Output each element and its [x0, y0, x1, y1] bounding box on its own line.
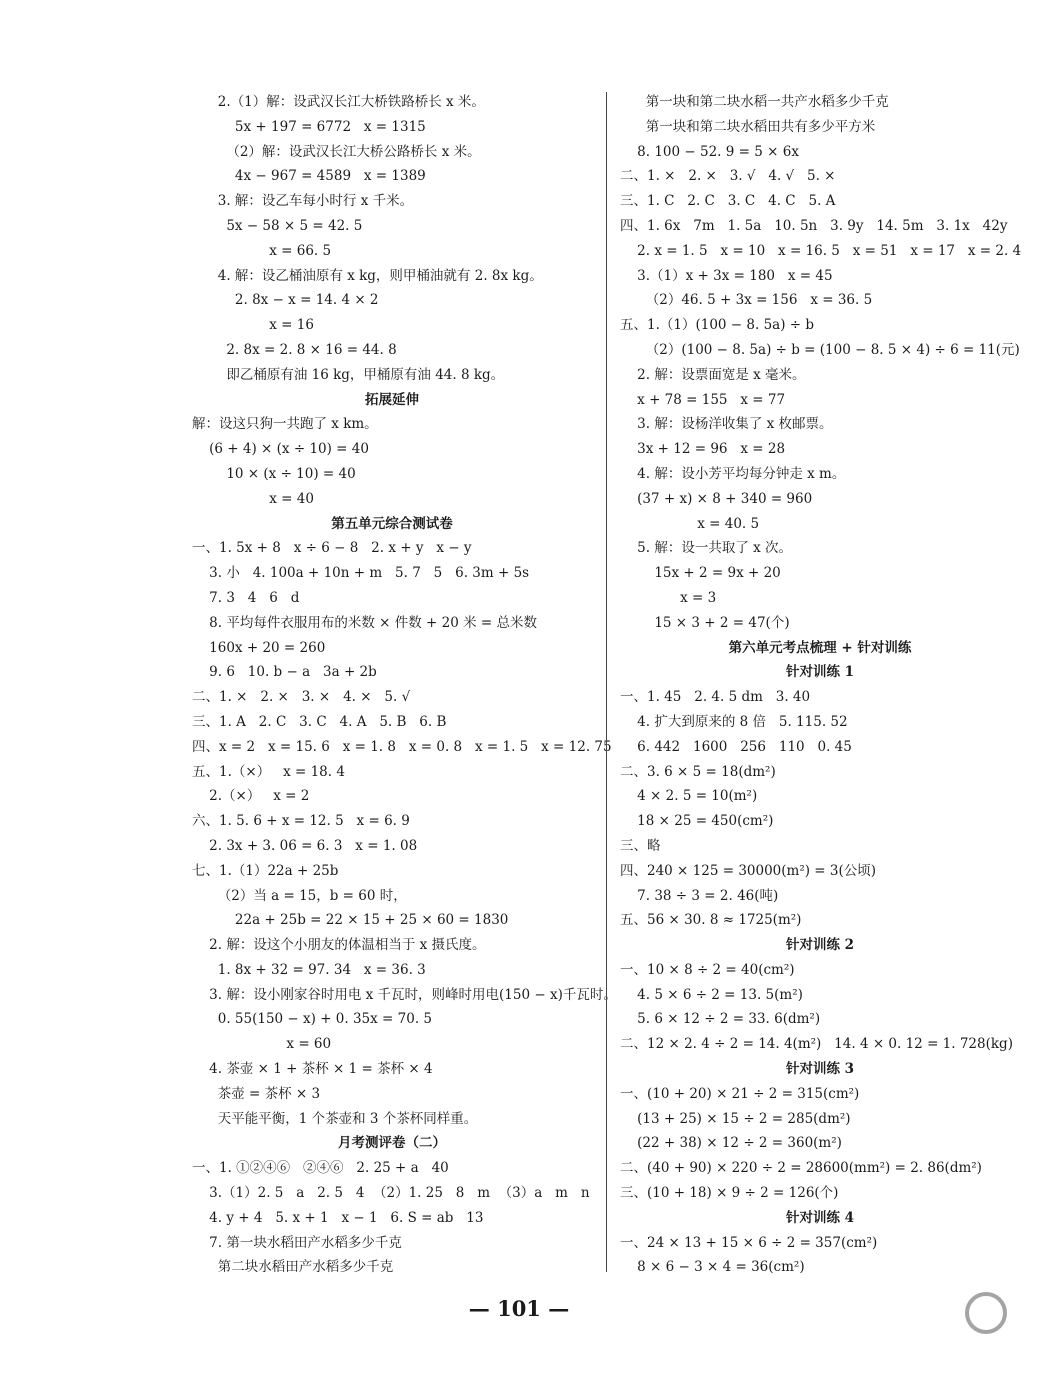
right-answer-line: 3. 解：设杨洋收集了 x 枚邮票。	[620, 416, 833, 433]
right-column	[620, 90, 1020, 1280]
left-section-heading: 拓展延伸	[365, 391, 419, 408]
left-answer-line: x = 40	[192, 490, 314, 507]
left-answer-line: x = 60	[192, 1036, 332, 1053]
left-answer-line: 3. 小 4. 100a + 10n + m 5. 7 5 6. 3m + 5s	[192, 565, 530, 582]
right-answer-line: 15 × 3 + 2 = 47(个)	[620, 614, 790, 631]
left-answer-line: 5x − 58 × 5 = 42. 5	[192, 217, 363, 234]
left-answer-line: 160x + 20 = 260	[192, 639, 326, 656]
right-answer-line: 4 × 2. 5 = 10(m²)	[620, 788, 758, 805]
watermark-circle-icon	[965, 1292, 1007, 1334]
right-answer-line: 二、(40 + 90) × 220 ÷ 2 = 28600(mm²) = 2. 86(dm²)	[620, 1160, 982, 1177]
left-answer-line: 2. 3x + 3. 06 = 6. 3 x = 1. 08	[192, 837, 418, 854]
left-answer-line: 2. 8x = 2. 8 × 16 = 44. 8	[192, 341, 397, 358]
left-answer-line: 2.（×） x = 2	[192, 788, 310, 805]
right-answer-line: 五、56 × 30. 8 ≈ 1725(m²)	[620, 912, 802, 929]
right-answer-line: 一、1. 45 2. 4. 5 dm 3. 40	[620, 689, 811, 706]
right-answer-line: 4. 解：设小芳平均每分钟走 x m。	[620, 465, 846, 482]
right-answer-line: 三、(10 + 18) × 9 ÷ 2 = 126(个)	[620, 1185, 839, 1202]
right-answer-line: 一、24 × 13 + 15 × 6 ÷ 2 = 357(cm²)	[620, 1234, 878, 1251]
right-answer-line: 2. x = 1. 5 x = 10 x = 16. 5 x = 51 x = 17 x = 2. 4	[620, 242, 1022, 259]
right-answer-line: 五、1.（1）(100 − 8. 5a) ÷ b	[620, 317, 815, 334]
right-answer-line: 四、1. 6x 7m 1. 5a 10. 5n 3. 9y 14. 5m 3. 1x 42y	[620, 217, 1008, 234]
right-answer-line: （2）46. 5 + 3x = 156 x = 36. 5	[620, 292, 873, 309]
left-answer-line: 二、1. × 2. × 3. × 4. × 5. √	[192, 689, 411, 706]
right-answer-line: 18 × 25 = 450(cm²)	[620, 813, 774, 830]
left-answer-line: 三、1. A 2. C 3. C 4. A 5. B 6. B	[192, 713, 447, 730]
right-answer-line: 三、略	[620, 837, 661, 854]
left-answer-line: x = 66. 5	[192, 242, 332, 259]
right-answer-line: 5. 解：设一共取了 x 次。	[620, 540, 793, 557]
right-answer-line: (13 + 25) × 15 ÷ 2 = 285(dm²)	[620, 1110, 851, 1127]
left-section-heading: 月考测评卷（二）	[338, 1135, 446, 1152]
right-answer-line: 二、3. 6 × 5 = 18(dm²)	[620, 763, 776, 780]
right-answer-line: x = 3	[620, 589, 717, 606]
right-section-heading: 第六单元考点梳理 + 针对训练	[728, 639, 912, 656]
column-divider	[606, 92, 607, 1272]
right-answer-line: 5. 6 × 12 ÷ 2 = 33. 6(dm²)	[620, 1011, 821, 1028]
left-answer-line: (6 + 4) × (x ÷ 10) = 40	[192, 441, 369, 458]
left-answer-line: 解：设这只狗一共跑了 x km。	[192, 416, 378, 433]
right-answer-line: 4. 扩大到原来的 8 倍 5. 115. 52	[620, 713, 848, 730]
left-answer-line: 六、1. 5. 6 + x = 12. 5 x = 6. 9	[192, 813, 410, 830]
left-answer-line: 四、x = 2 x = 15. 6 x = 1. 8 x = 0. 8 x = 1. 5 x = 12. 75	[192, 738, 612, 755]
right-answer-line: 二、12 × 2. 4 ÷ 2 = 14. 4(m²) 14. 4 × 0. 12 = 1. 728(kg)	[620, 1036, 1013, 1053]
watermark-logo	[845, 1288, 1025, 1366]
right-section-heading: 针对训练 3	[785, 1061, 855, 1078]
left-answer-line: 4. 茶壶 × 1 + 茶杯 × 1 = 茶杯 × 4	[192, 1061, 433, 1078]
page-number: — 101 —	[468, 1296, 570, 1321]
right-answer-line: 一、10 × 8 ÷ 2 = 40(cm²)	[620, 961, 795, 978]
left-answer-line: 3. 解：设小刚家谷时用电 x 千瓦时，则峰时用电(150 − x)千瓦时。	[192, 986, 617, 1003]
left-answer-line: 七、1.（1）22a + 25b	[192, 862, 339, 879]
right-answer-line: 2. 解：设票面宽是 x 毫米。	[620, 366, 806, 383]
right-answer-line: x + 78 = 155 x = 77	[620, 391, 786, 408]
right-answer-line: (37 + x) × 8 + 340 = 960	[620, 490, 813, 507]
left-answer-line: 8. 平均每件衣服用布的米数 × 件数 + 20 米 = 总米数	[192, 614, 537, 631]
right-answer-line: 7. 38 ÷ 3 = 2. 46(吨)	[620, 887, 779, 904]
left-answer-line: 1. 8x + 32 = 97. 34 x = 36. 3	[192, 961, 426, 978]
left-answer-line: 22a + 25b = 22 × 15 + 25 × 60 = 1830	[192, 912, 509, 929]
right-answer-line: (22 + 38) × 12 ÷ 2 = 360(m²)	[620, 1135, 842, 1152]
right-answer-line: 第一块和第二块水稻田共有多少平方米	[620, 118, 876, 135]
left-answer-line: 天平能平衡，1 个茶壶和 3 个茶杯同样重。	[192, 1110, 478, 1127]
left-answer-line: 4x − 967 = 4589 x = 1389	[192, 168, 426, 185]
left-answer-line: 5x + 197 = 6772 x = 1315	[192, 118, 426, 135]
right-answer-line: 二、1. × 2. × 3. √ 4. √ 5. ×	[620, 168, 836, 185]
left-answer-line: 3.（1）2. 5 a 2. 5 4 （2）1. 25 8 m （3）a m n	[192, 1185, 590, 1202]
left-section-heading: 第五单元综合测试卷	[331, 515, 453, 532]
right-answer-line: 4. 5 × 6 ÷ 2 = 13. 5(m²)	[620, 986, 803, 1003]
right-answer-line: 一、(10 + 20) × 21 ÷ 2 = 315(cm²)	[620, 1085, 860, 1102]
right-answer-line: 8 × 6 − 3 × 4 = 36(cm²)	[620, 1259, 805, 1276]
right-answer-line: 8. 100 − 52. 9 = 5 × 6x	[620, 143, 799, 160]
right-answer-line: 三、1. C 2. C 3. C 4. C 5. A	[620, 193, 836, 210]
left-answer-line: 3. 解：设乙车每小时行 x 千米。	[192, 193, 414, 210]
left-answer-line: 10 × (x ÷ 10) = 40	[192, 465, 356, 482]
left-answer-line: 2. 8x − x = 14. 4 × 2	[192, 292, 379, 309]
right-answer-line: 第一块和第二块水稻一共产水稻多少千克	[620, 94, 889, 110]
right-answer-line: 3x + 12 = 96 x = 28	[620, 441, 786, 458]
left-answer-line: 第二块水稻田产水稻多少千克	[192, 1259, 394, 1276]
left-answer-line: 4. 解：设乙桶油原有 x kg，则甲桶油就有 2. 8x kg。	[192, 267, 543, 284]
left-answer-line: 2.（1）解：设武汉长江大桥铁路桥长 x 米。	[192, 94, 485, 110]
left-answer-line: 一、1. ①②④⑥ ②④⑥ 2. 25 + a 40	[192, 1160, 449, 1177]
left-answer-line: 9. 6 10. b − a 3a + 2b	[192, 664, 377, 681]
right-answer-line: 四、240 × 125 = 30000(m²) = 3(公顷)	[620, 862, 877, 879]
left-answer-line: 即乙桶原有油 16 kg，甲桶原有油 44. 8 kg。	[192, 366, 505, 383]
left-answer-line: 茶壶 = 茶杯 × 3	[192, 1085, 321, 1102]
right-section-heading: 针对训练 4	[785, 1209, 855, 1226]
left-answer-line: x = 16	[192, 317, 314, 334]
right-section-heading: 针对训练 2	[785, 937, 855, 954]
left-answer-line: （2）当 a = 15，b = 60 时，	[192, 887, 407, 904]
left-answer-line: 4. y + 4 5. x + 1 x − 1 6. S = ab 13	[192, 1209, 484, 1226]
right-answer-line: 6. 442 1600 256 110 0. 45	[620, 738, 852, 755]
left-answer-line: 一、1. 5x + 8 x ÷ 6 − 8 2. x + y x − y	[192, 540, 472, 557]
right-answer-line: （2）(100 − 8. 5a) ÷ b = (100 − 8. 5 × 4) ÷ 6 = 11(元)	[620, 341, 1020, 358]
left-answer-line: 2. 解：设这个小朋友的体温相当于 x 摄氏度。	[192, 937, 486, 954]
right-section-heading: 针对训练 1	[785, 664, 855, 681]
left-answer-line: 五、1.（×） x = 18. 4	[192, 763, 345, 780]
left-answer-line: 7. 3 4 6 d	[192, 589, 300, 606]
left-column	[192, 90, 617, 1280]
left-answer-line: （2）解：设武汉长江大桥公路桥长 x 米。	[192, 143, 481, 160]
right-answer-line: x = 40. 5	[620, 515, 760, 532]
right-answer-line: 3.（1）x + 3x = 180 x = 45	[620, 267, 833, 284]
left-answer-line: 7. 第一块水稻田产水稻多少千克	[192, 1234, 402, 1251]
left-answer-line: 0. 55(150 − x) + 0. 35x = 70. 5	[192, 1011, 433, 1028]
right-answer-line: 15x + 2 = 9x + 20	[620, 565, 781, 582]
